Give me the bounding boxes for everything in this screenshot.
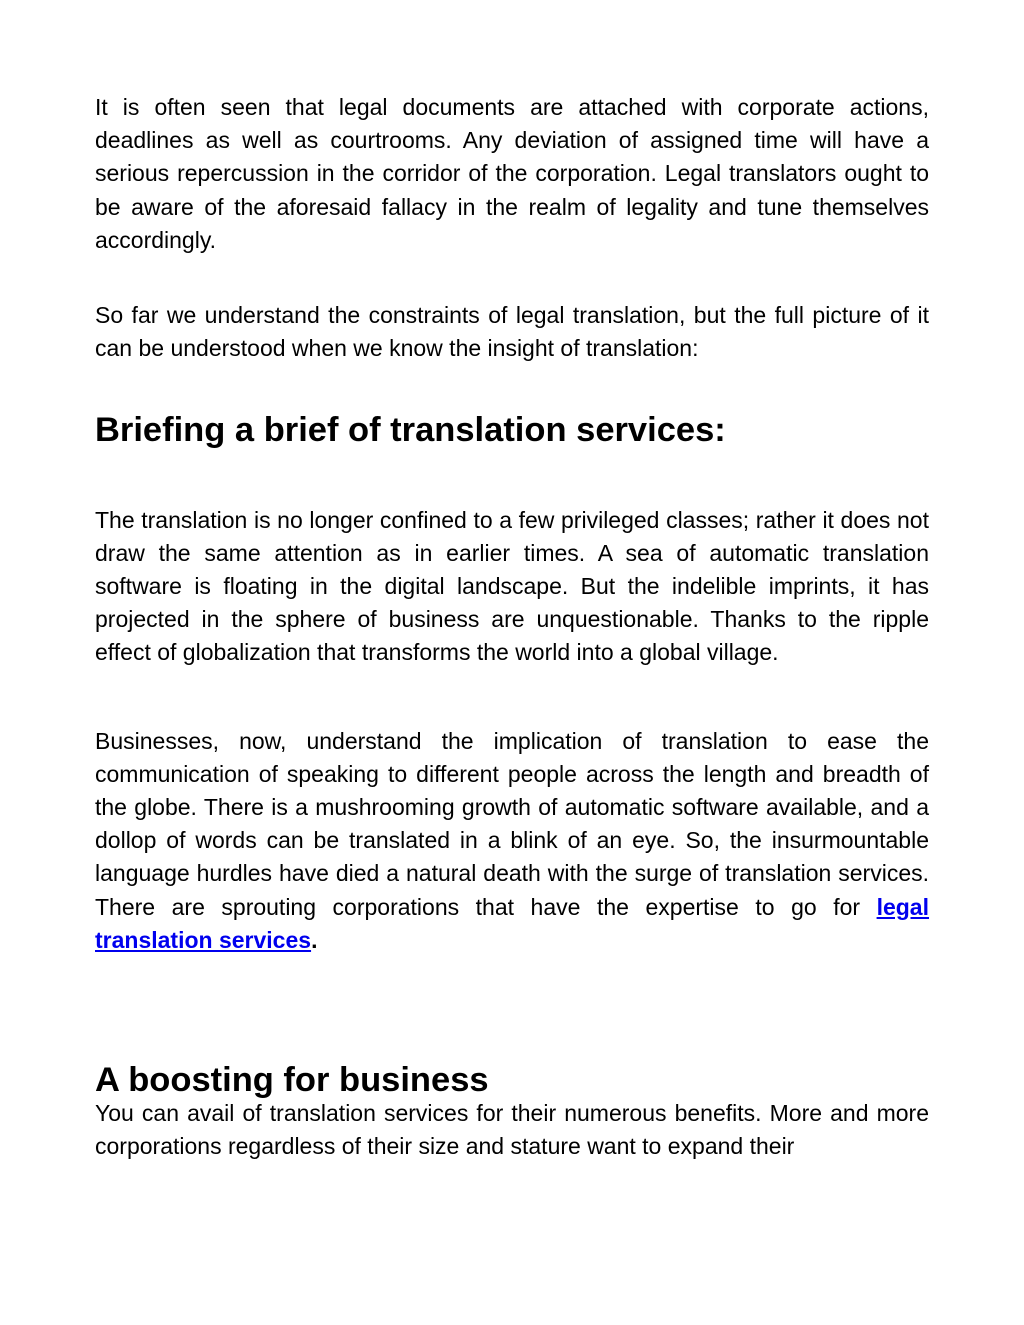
heading-briefing <box>95 411 929 450</box>
paragraph-businesses-end: . <box>311 926 318 953</box>
legal-translation-services-link[interactable]: legal translation services <box>95 893 929 953</box>
paragraph-businesses-text: Businesses, now, understand the implication of translation to ease the communication of speaking to different people across the length and breadth of the globe. There is a mushrooming growth of automatic software available, and a dollop of words can be translated in a blink of an eye. So, the insurmountable language hurdles have died a natural death with the surge of translation services. There are sprouting corporations that have the expertise to go for <box>95 727 929 920</box>
heading-briefing-text: Briefing a brief of translation services: <box>95 411 726 450</box>
paragraph-legal-deadlines: It is often seen that legal documents are attached with corporate actions, deadlines as well as courtrooms. Any deviation of assigned time will have a serious repercussion in the corridor of the corporation. Legal translators ought to be aware of the aforesaid fallacy in the realm of legality and tune themselves accordingly. <box>95 94 929 253</box>
heading-boosting-text: A boosting for business <box>95 1061 489 1100</box>
paragraph-businesses <box>95 725 929 957</box>
document-page <box>95 91 929 1164</box>
paragraph-benefits: You can avail of translation services for their numerous benefits. More and more corporations regardless of their size and stature want to expand their <box>95 1100 929 1160</box>
paragraph-constraints: So far we understand the constraints of legal translation, but the full picture of it can be understood when we know the insight of translation: <box>95 302 929 362</box>
paragraph-translation-history: The translation is no longer confined to a few privileged classes; rather it does not draw the same attention as in earlier times. A sea of automatic translation software is floating in the digital landscape. But the indelible imprints, it has projected in the sphere of business are unquestionable. Thanks to the ripple effect of globalization that transforms the world into a global village. <box>95 506 929 666</box>
heading-boosting <box>95 1061 929 1100</box>
